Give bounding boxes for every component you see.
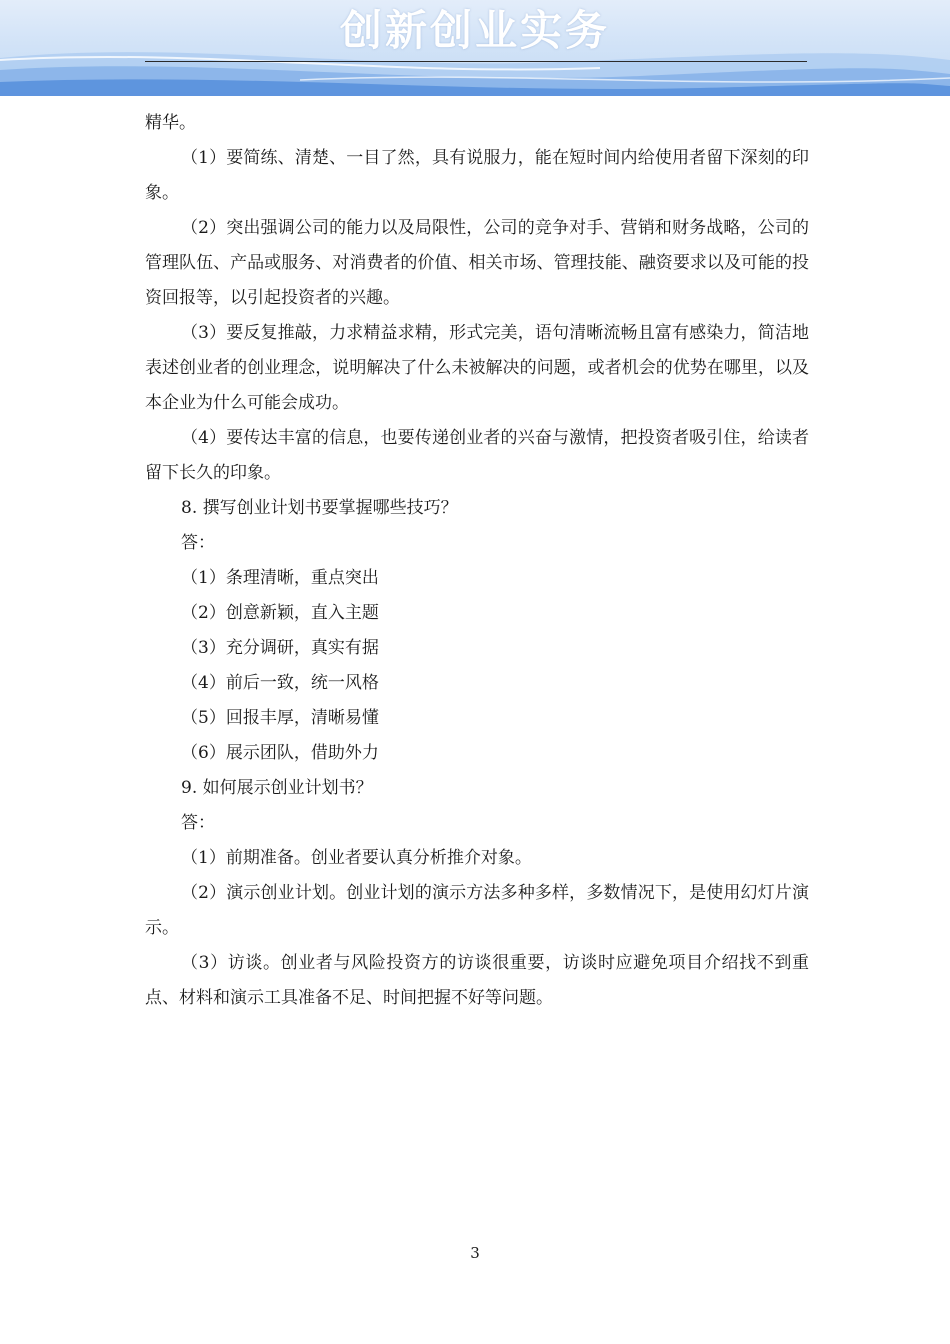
answer-label-8: 答：	[181, 533, 215, 553]
header-banner	[0, 0, 950, 96]
tip-item-6: （6）展示团队，借助外力	[181, 743, 379, 763]
paragraph-point-1: （1）要简练、清楚、一目了然，具有说服力，能在短时间内给使用者留下深刻的印象。	[145, 148, 809, 203]
header-rule	[145, 61, 807, 62]
tip-item-3: （3）充分调研，真实有据	[181, 638, 379, 658]
document-body	[145, 106, 809, 1016]
question-8: 8. 撰写创业计划书要掌握哪些技巧？	[181, 498, 458, 518]
tip-item-2: （2）创意新颖，直入主题	[181, 603, 379, 623]
presentation-step-3: （3）访谈。创业者与风险投资方的访谈很重要，访谈时应避免项目介绍找不到重点、材料和演示工具准备不足、时间把握不好等问题。	[145, 953, 809, 1008]
paragraph-point-3: （3）要反复推敲，力求精益求精，形式完美，语句清晰流畅且富有感染力，简洁地表述创业者的创业理念，说明解决了什么未被解决的问题，或者机会的优势在哪里，以及本企业为什么可能会成功。	[145, 323, 809, 413]
paragraph-continuation: 精华。	[145, 113, 196, 133]
answer-label-9: 答：	[181, 813, 215, 833]
presentation-step-1: （1）前期准备。创业者要认真分析推介对象。	[181, 848, 532, 868]
header-title: 创新创业实务	[339, 6, 610, 55]
paragraph-point-4: （4）要传达丰富的信息，也要传递创业者的兴奋与激情，把投资者吸引住，给读者留下长久的印象。	[145, 428, 809, 483]
presentation-step-2: （2）演示创业计划。创业计划的演示方法多种多样，多数情况下，是使用幻灯片演示。	[145, 883, 809, 938]
tip-item-4: （4）前后一致，统一风格	[181, 673, 379, 693]
question-9: 9. 如何展示创业计划书？	[181, 778, 373, 798]
page-number: 3	[470, 1244, 480, 1262]
tip-item-1: （1）条理清晰，重点突出	[181, 568, 379, 588]
paragraph-point-2: （2）突出强调公司的能力以及局限性，公司的竞争对手、营销和财务战略，公司的管理队伍、产品或服务、对消费者的价值、相关市场、管理技能、融资要求以及可能的投资回报等，以引起投资者的兴趣。	[145, 218, 809, 308]
tip-item-5: （5）回报丰厚，清晰易懂	[181, 708, 379, 728]
